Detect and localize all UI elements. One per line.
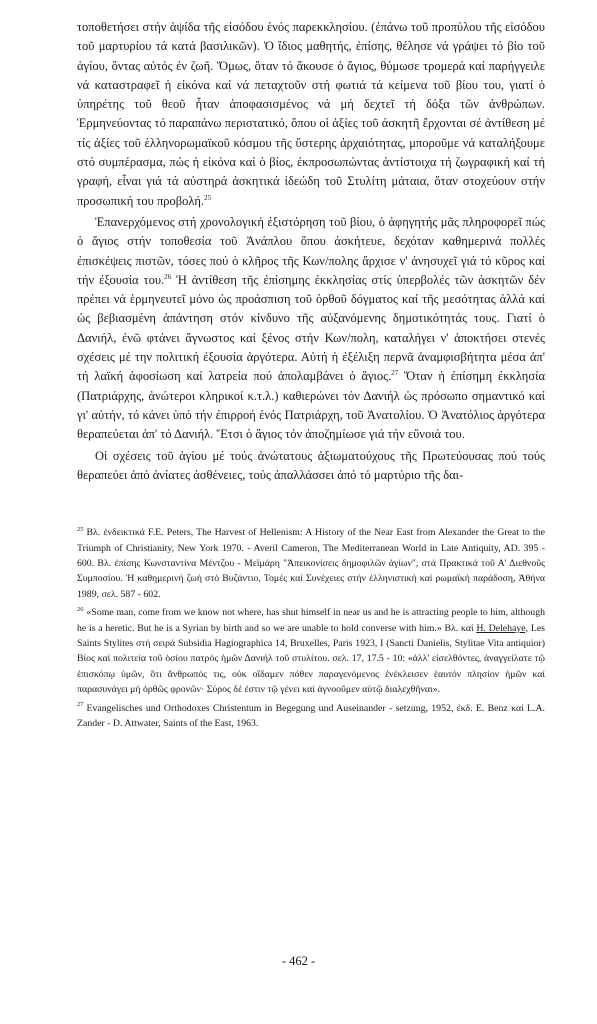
footnote-ref-27: 27	[391, 369, 399, 378]
author-name-underlined: H. Delehaye,	[476, 622, 529, 634]
page-content	[77, 18, 545, 734]
footnote-25: $^{25}$ Βλ. ἐνδεικτικά F.E. Peters, The Harvest of Hellenism: A History of the Near East from Alexander the Great to the Triumph of Christianity, New York 1970. - Averil Cameron, The Mediterranean World in Late Antiquity, AD. 395 - 600. Βλ. ἐπίσης Κωνσταντίνα Μέντζου - Μεϊμάρη "Ἀπεικονίσεις δημοφιλῶν ἁγίων", στά Πρακτικά τοῦ Α' Διεθνοῦς Συμποσίου. Ἡ καθημερινή ζωή στό Βυζάντιο, Τομές καί Συνέχειες στήν ἑλληνιστική καί ρωμαϊκή παράδοση, Ἀθήνα 1989, σελ. 587 - 602.	[77, 525, 545, 600]
body-paragraph-2: Ἐπανερχόμενος στή χρονολογική ἐξιστόρηση τοῦ βίου, ὁ ἀφηγητής μᾶς πληροφορεῖ πώς ὁ ἅγιος στήν τοποθεσία τοῦ Ἀνάπλου ὅπου ἀσκήτευε, δεχόταν καθημερινά πολλές ἐπισκέψεις πιστῶν, τόσες πού ὁ κλῆρος τῆς Κων/πολης ἄρχισε ν' ἀνησυχεῖ γιά τό κῦρος καί τήν ἐξουσία του.$^{26}$ Ἡ ἀντίθεση τῆς ἐπίσημης ἐκκλησίας στίς ὑπερβολές τῶν ἀσκητῶν δέν πρέπει νά ἑρμηνευτεῖ μόνο ὡς προάσπιση τοῦ ὀρθοῦ δόγματος καί τῆς μεσότητας ἀλλά καί ὡς βεβιασμένη ἀπάντηση στόν κίνδυνο τῆς αὐξανόμενης δημοτικότητάς τους. Γιατί ὁ Δανιήλ, ἐνῶ φτάνει ἄγνωστος καί ξένος στήν Κων/πολη, καταλήγει ν' ἀποκτήσει στενές σχέσεις μέ την πολιτική ἐξουσία ἀργότερα. Αὐτή ἡ ἐξέλιξη περνᾶ ἀναμφισβήτητα μέσα ἀπ' τή λαϊκή ἀφοσίωση καί λατρεία πού ἀπολαμβάνει ὁ ἅγιος.$^{27}$ Ὅταν ἡ ἐπίσημη ἐκκλησία (Πατριάρχης, ἀνώτεροι κληρικοί κ.τ.λ.) καθιερώνει τόν Δανιήλ ὡς πρόσωπο σημαντικό καί γι' αὐτήν, τό κάνει ὑπό τήν ἐπιρροή ἑνός Πατριάρχη, τοῦ Ἀνατολίου. Ὁ Ἀνατόλιος ἀργότερα θεραπεύεται ἀπ' τό Δανιήλ. Ἔτσι ὁ ἅγιος τόν ἀποζημίωσε γιά τήν εὔνοιά του.	[77, 214, 545, 442]
footnote-ref-26: 26	[164, 272, 172, 281]
page-number: - 462 -	[281, 954, 316, 968]
footnote-27: $^{27}$ Evangelisches und Orthodoxes Christentum in Begegung und Auseinander - setzung, 1952, ἐκδ. E. Benz καί L.A. Zander - D. Attwater, Saints of the East, 1963.	[77, 701, 545, 729]
footnote-26: $^{26}$ «Some man, come from we know not where, has shut himself in near us and he is attracting people to him, although he is a heretic. But he is a Syrian by birth and so we are unable to hold converse with him.» Βλ. καί H. Delehaye, Les Saints Stylites στή σειρά Subsidia Hagiographica 14, Bruxelles, Paris 1923, I (Sancti Danielis, Stylitae Vita antiquior) Βίος καί πολιτεία τοῦ ὁσίου πατρός ἡμῶν Δανιήλ τοῦ στυλίτου. σελ. 17, 17.5 - 10: «ἀλλ' εἰσελθόντες, ἀναγγείλατε τῷ ἐπισκόπῳ ὑμῶν, ὅτι ἄνθρωπός τις, οὐκ οἴδαμεν πόθεν παραγενόμενος ἐνέκλεισεν ἑαυτόν πλησίον ἡμῶν καί παρασυνάγει μή ὀρθῶς φρονῶν· Σύρος δέ ἐστιν τῷ γένει καί ἀγνοοῦμεν αὐτῷ διαλεχθῆναι».	[77, 605, 545, 696]
body-paragraph-1: τοποθετήσει στήν ἁψίδα τῆς εἰσόδου ἑνός παρεκκλησίου. (ἐπάνω τοῦ προπύλου τῆς εἰσόδου τοῦ μαρτυρίου τά κατά βασιλικῶν). Ὁ ἴδιος μαθητής, ἐπίσης, θέλησε νά γράψει τό βίο τοῦ ἁγίου, ὄντας αὐτός ἐν ζωῆ. Ὅμως, ὅταν τό ἄκουσε ὁ ἅγιος, θύμωσε τρομερά καί παρήγγειλε νά καταστραφεῖ ἡ εἰκόνα καί νά πεταχτοῦν στή φωτιά τά κείμενα τοῦ βίου του, γιατί ὁ ὑπηρέτης τοῦ θεοῦ ἦταν ἀποφασισμένος νά μή δεχτεῖ τή δόξα τῶν ἀνθρώπων. Ἑρμηνεύοντας τό παραπάνω περιστατικό, ὅπου οἱ ἀξίες τοῦ ἀσκητῆ ἔρχονται σέ ἀντίθεση μέ τίς ἀξίες τοῦ ἑλληνορωμαϊκοῦ κόσμου τῆς ὕστερης ἀρχαιότητας, μποροῦμε νά καταλήξουμε στό συμπέρασμα, πώς ἡ εἰκόνα καί ὁ βίος, ἐκπροσωπώντας ἀντίστοιχα τή ζωγραφική καί τή γραφή, εἶναι γιά τά αὐστηρά ἀσκητικά ἰδεώδη τοῦ Στυλίτη μάταια, ὅταν στοχεύουν στήν προσωπική του προβολή.$^{25}$	[77, 20, 545, 208]
body-paragraph-3: Οἱ σχέσεις τοῦ ἁγίου μέ τούς ἀνώτατους ἀξιωματούχους τῆς Πρωτεύουσας πού τούς θεραπεύει ἀπό ἀνίατες ἀσθένειες, τούς ἀπαλλάσσει ἀπό τό μαρτύριο τῆς δαι-	[77, 448, 545, 482]
footnotes	[77, 525, 545, 731]
footnote-ref-25: 25	[204, 193, 212, 202]
